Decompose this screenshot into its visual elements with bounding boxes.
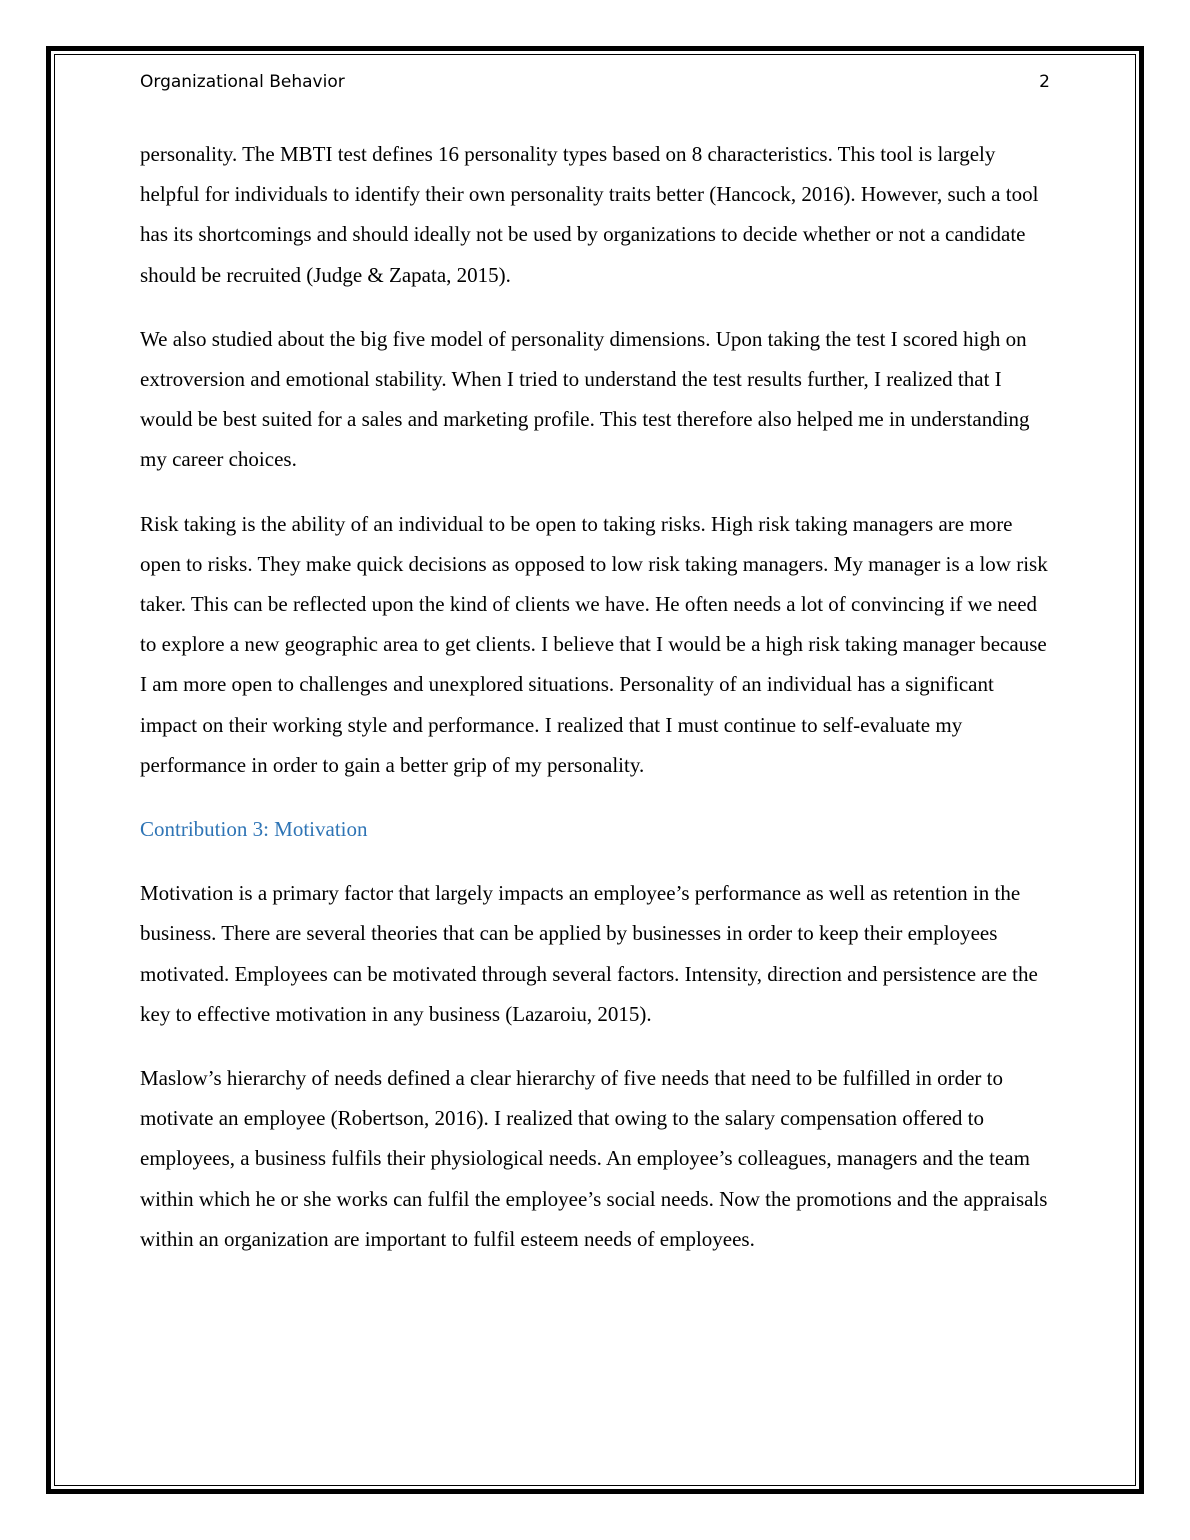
paragraph-maslow: Maslow’s hierarchy of needs defined a clear hierarchy of five needs that need to be fulfilled in order to motivate an employee (Robertson, 2016). I realized that owing to the salary compensation offered to employees, a business fulfils their physiological needs. An employee’s colleagues, managers and the team within which he or she works can fulfil the employee’s social needs. Now the promotions and the appraisals within an organization are important to fulfil esteem needs of employees.	[140, 1066, 1048, 1251]
page-number: 2	[1039, 72, 1050, 92]
section-heading-motivation: Contribution 3: Motivation	[140, 817, 368, 842]
paragraph-risk-taking: Risk taking is the ability of an individual to be open to taking risks. High risk taking managers are more open to risks. They make quick decisions as opposed to low risk taking managers. My manager is a low risk taker. This can be reflected upon the kind of clients we have. He often needs a lot of convincing if we need to explore a new geographic area to get clients. I believe that I would be a high risk taking manager because I am more open to challenges and unexplored situations. Personality of an individual has a significant impact on their working style and performance. I realized that I must continue to self-evaluate my performance in order to gain a better grip of my personality.	[140, 511, 1048, 777]
document-body	[140, 134, 1052, 1283]
paragraph-big-five: We also studied about the big five model of personality dimensions. Upon taking the test I scored high on extroversion and emotional stability. When I tried to understand the test results further, I realized that I would be best suited for a sales and marketing profile. This test therefore also helped me in understanding my career choices.	[140, 326, 1030, 472]
running-head: Organizational Behavior	[140, 72, 345, 92]
paragraph-motivation: Motivation is a primary factor that largely impacts an employee’s performance as well as retention in the business. There are several theories that can be applied by businesses in order to keep their employees motivated. Employees can be motivated through several factors. Intensity, direction and persistence are the key to effective motivation in any business (Lazaroiu, 2015).	[140, 881, 1038, 1026]
paragraph-mbti: personality. The MBTI test defines 16 personality types based on 8 characteristics. This tool is largely helpful for individuals to identify their own personality traits better (Hancock, 2016). However, such a tool has its shortcomings and should ideally not be used by organizations to decide whether or not a candidate should be recruited (Judge & Zapata, 2015).	[140, 142, 1039, 287]
